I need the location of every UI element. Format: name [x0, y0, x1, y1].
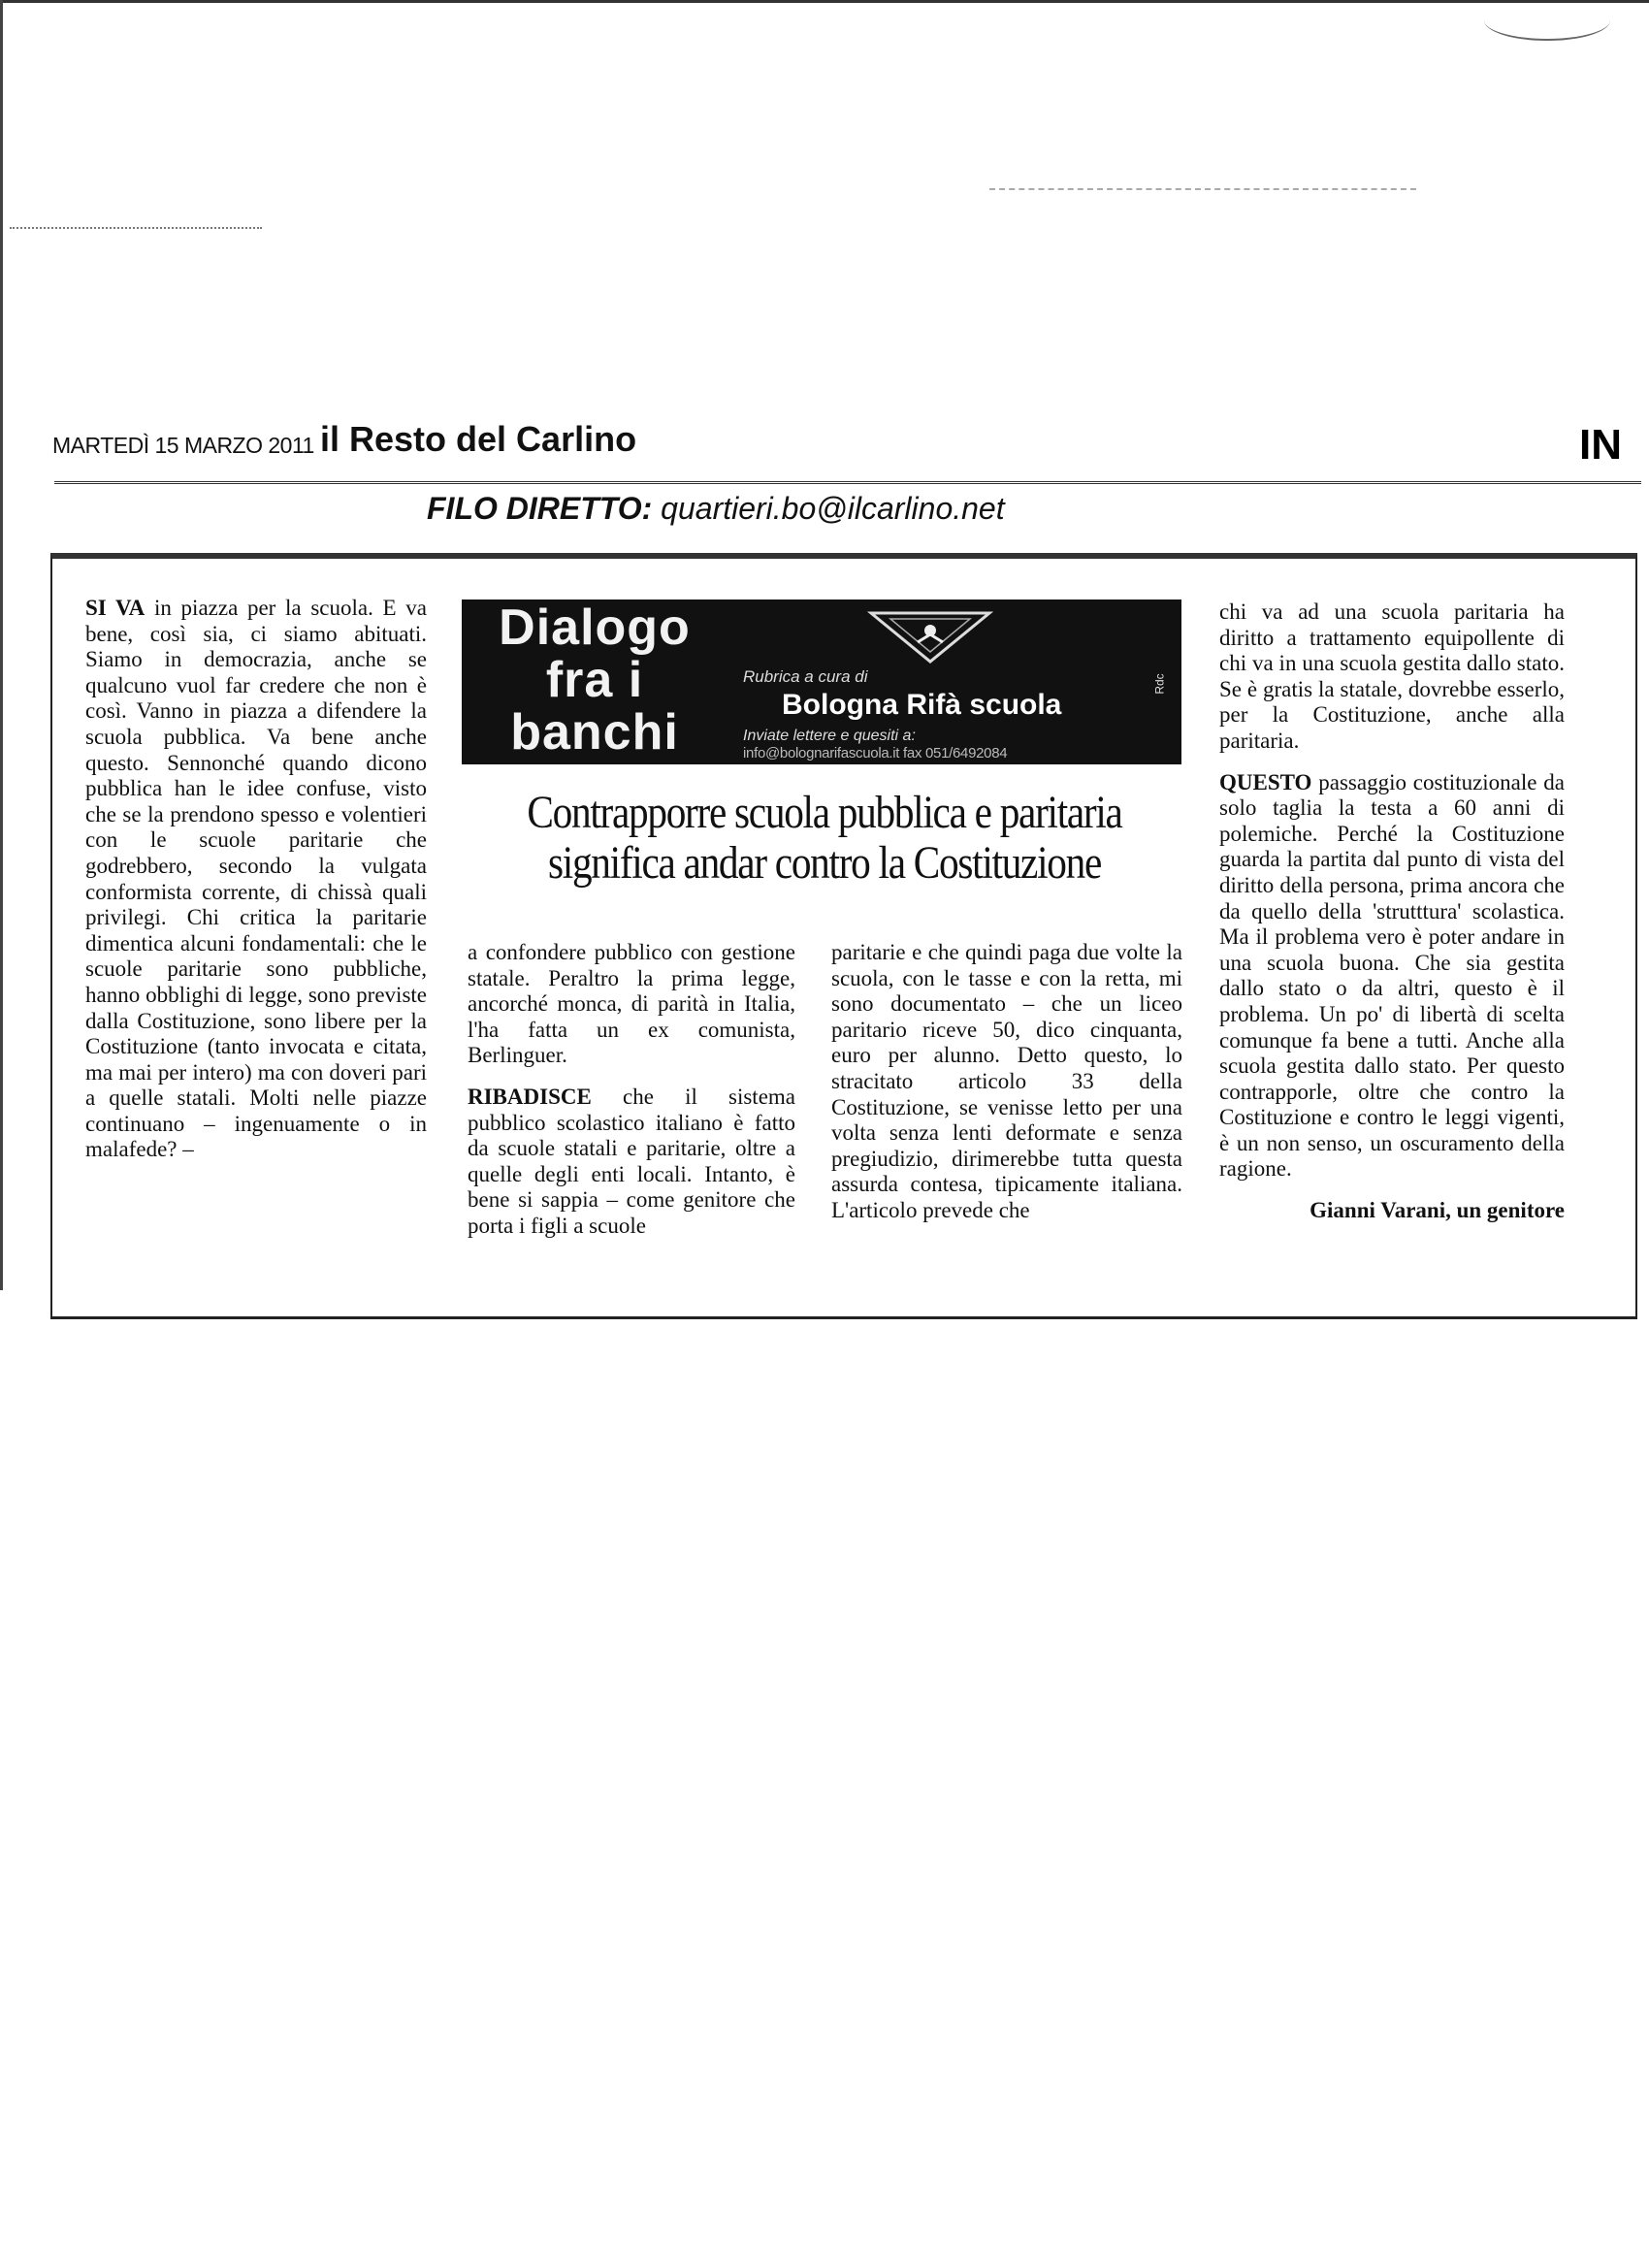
masthead: [52, 419, 1643, 468]
rubric-title-line: fra i: [545, 652, 644, 708]
paragraph: chi va ad una scuola paritaria ha diritto a trattamento equipollente di chi va in una scuola gestita dallo stato. Se è gratis la statale, dovrebbe esserlo, per la Costituzione, anche alla paritaria.: [1219, 599, 1565, 753]
lead-in: QUESTO: [1219, 769, 1312, 794]
section-marker: IN: [1579, 421, 1622, 469]
paragraph: in piazza per la scuola. E va bene, così sia, ci siamo abituati. Siamo in democrazia, anche se qualcuno vuol far credere che non è così. Vanno in piazza a difendere la scuola pubblica. Va bene anche questo. Sennonché quando dicono pubblica han le idee confuse, visto che se la prendono spesso e volentieri con le scuole paritarie che godrebbero, secondo la vulgata conformista corrente, di chissà quali privilegi. Chi critica la paritarie dimentica alcuni fondamentali: che le scuole paritarie sono pubbliche, hanno obblighi di legge, sono previste dalla Costituzione, sono libere per la Costituzione (tanto invocata e citata, ma mai per intero) ma con doveri pari a quelle statali. Molti nelle piazze continuano – ingenuamente o in malafede? –: [85, 596, 427, 1162]
paragraph: paritarie e che quindi paga due volte la scuola, con le tasse e con la retta, mi sono documentato – che un liceo paritario riceve 50, dico cinquanta, euro per alunno. Detto questo, lo stracitato articolo 33 della Costituzione, se venisse letto per una volta senza lenti deformate e senza pregiudizio, dirimerebbe tutta questa assurda contesa, tipicamente italiana. L'articolo prevede che: [831, 940, 1182, 1222]
rubric-logo-icon: [867, 609, 993, 664]
rubric-tag: Rdc: [1152, 673, 1167, 695]
headline-line: Contrapporre scuola pubblica e paritaria: [527, 787, 1122, 838]
scan-noise: [989, 188, 1416, 190]
filo-diretto-label: FILO DIRETTO:: [427, 491, 653, 526]
rubric-contact: info@bolognarifascuola.it fax 051/6492084: [743, 745, 1008, 761]
paragraph: che il sistema pubblico scolastico italiano è fatto da scuole statali e paritarie, oltre a quelle degli enti locali. Intanto, è bene si sappia – come genitore che porta i figli a scuole: [468, 1084, 795, 1238]
scan-edge-left: [0, 0, 3, 1290]
lead-in: SI VA: [85, 596, 146, 620]
article-column-1: [85, 596, 427, 1163]
publication-date: MARTEDÌ 15 MARZO 2011: [52, 433, 314, 458]
scan-noise: [1484, 0, 1610, 41]
masthead-rule: [54, 481, 1641, 484]
lead-in: RIBADISCE: [468, 1084, 592, 1109]
article-column-4: [1219, 599, 1565, 1224]
rubric-title: [473, 601, 716, 759]
scan-noise: [10, 227, 262, 229]
rubric-curated-by: Rubrica a cura di: [743, 667, 868, 686]
headline-line: significa andar contro la Costituzione: [547, 837, 1101, 889]
rubric-title-line: Dialogo: [499, 599, 691, 656]
paragraph: passaggio costituzionale da solo taglia la testa a 60 anni di polemiche. Perché la Costituzione guarda la partita dal punto di vista del diritto della persona, prima ancora che da quello della 'strutttura' scolastica. Ma il problema vero è poter andare in una scuola buona. Che sia gestita dallo stato o da altri, questo è il problema. Un po' di libertà di scelta comunque fa bene a tutti. Anche alla scuola gestita dallo stato. Per questo contrapporle, oltre che contro la Costituzione e contro le leggi vigenti, è un non senso, un oscuramento della ragione.: [1219, 769, 1565, 1182]
filo-diretto: [427, 491, 1005, 527]
rubric-send-note: Inviate lettere e quesiti a:: [743, 728, 916, 744]
scan-edge-top: [0, 0, 1649, 3]
newspaper-name: il Resto del Carlino: [320, 419, 637, 459]
rubric-organization: Bologna Rifà scuola: [782, 689, 1062, 721]
rubric-banner: [462, 599, 1181, 764]
rubric-title-line: banchi: [510, 704, 679, 761]
filo-diretto-email: quartieri.bo@ilcarlino.net: [661, 491, 1005, 526]
paragraph: a confondere pubblico con gestione statale. Peraltro la prima legge, ancorché monca, di parità in Italia, l'ha fatta un ex comunista, Berlinguer.: [468, 940, 795, 1068]
article-headline: [507, 788, 1142, 889]
article-signature: Gianni Varani, un genitore: [1310, 1198, 1565, 1223]
article-column-2: [468, 940, 795, 1240]
article-column-3: [831, 940, 1182, 1224]
